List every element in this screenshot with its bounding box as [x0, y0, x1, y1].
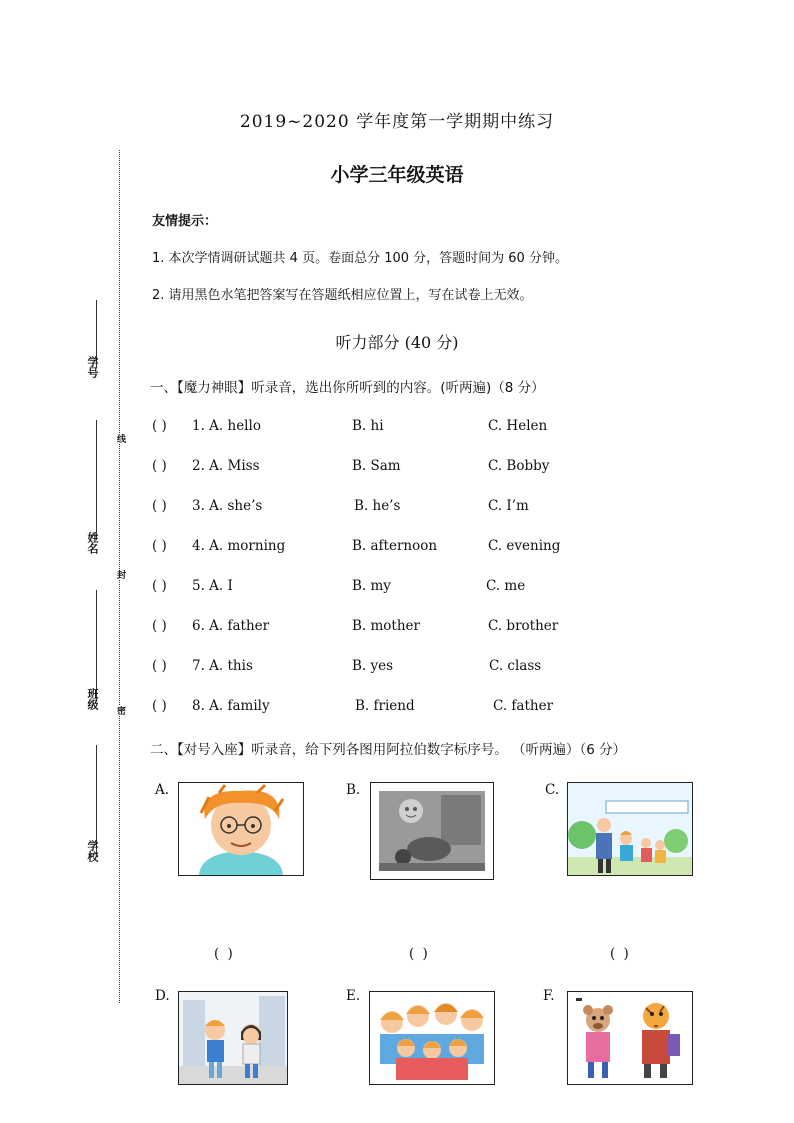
- answer-blank: ( ): [152, 698, 167, 714]
- class-line: [96, 590, 97, 702]
- student-id-label: 学号: [86, 356, 99, 378]
- option-a: 6. A. father: [192, 618, 270, 634]
- option-c: C. father: [493, 698, 554, 714]
- school-line: [96, 745, 97, 855]
- option-a: 1. A. hello: [192, 418, 261, 434]
- answer-blank: ( ): [152, 618, 167, 634]
- class-label: 班级: [86, 688, 99, 710]
- part1-heading: 一、【魔力神眼】听录音，选出你所听到的内容。(听两遍)（8 分）: [150, 380, 545, 396]
- picture-e: [369, 991, 495, 1085]
- family-group-illustration: [370, 992, 494, 1084]
- answer-blank: ( ): [152, 578, 167, 594]
- option-a: 5. A. I: [192, 578, 233, 594]
- two-kids-illustration: [179, 992, 287, 1084]
- option-a: 2. A. Miss: [192, 458, 260, 474]
- tip-item-2: 2. 请用黑色水笔把答案写在答题纸相应位置上，写在试卷上无效。: [152, 288, 533, 303]
- answer-blank: ( ): [152, 538, 167, 554]
- picture-c: [567, 782, 693, 876]
- listening-section-title: 听力部分 (40 分): [335, 333, 459, 352]
- option-b: B. Sam: [352, 458, 401, 474]
- answer-blank: ( ): [152, 498, 167, 514]
- boy-with-glasses-illustration: [179, 783, 303, 875]
- school-label: 学校: [86, 840, 99, 862]
- picture-f-label: F.: [543, 988, 555, 1004]
- exam-subtitle: 小学三年级英语: [330, 164, 464, 186]
- option-c: C. Helen: [488, 418, 548, 434]
- seal-mark-secret: 密: [115, 706, 125, 715]
- option-c: C. Bobby: [488, 458, 550, 474]
- option-b: B. he’s: [354, 498, 401, 514]
- picture-b: [370, 782, 494, 880]
- option-b: B. yes: [352, 658, 394, 674]
- name-line: [96, 420, 97, 540]
- picture-a-answer-blank: ( ): [214, 946, 235, 962]
- option-b: B. my: [352, 578, 391, 594]
- picture-e-label: E.: [346, 988, 361, 1004]
- option-c: C. class: [489, 658, 542, 674]
- picture-b-label: B.: [346, 782, 361, 798]
- name-label: 姓名: [86, 532, 99, 554]
- cartoon-animals-illustration: [568, 992, 692, 1084]
- seal-mark-seal: 封: [115, 570, 125, 579]
- answer-blank: ( ): [152, 658, 167, 674]
- picture-c-label: C.: [545, 782, 560, 798]
- option-b: B. afternoon: [352, 538, 438, 554]
- picture-d: [178, 991, 288, 1085]
- answer-blank: ( ): [152, 418, 167, 434]
- answer-blank: ( ): [152, 458, 167, 474]
- tip-item-1: 1. 本次学情调研试题共 4 页。卷面总分 100 分，答题时间为 60 分钟。: [152, 251, 568, 266]
- night-room-illustration: [371, 783, 493, 879]
- option-a: 8. A. family: [192, 698, 270, 714]
- seal-mark-line: 线: [115, 434, 125, 443]
- option-c: C. me: [486, 578, 526, 594]
- option-a: 7. A. this: [192, 658, 253, 674]
- option-b: B. hi: [352, 418, 384, 434]
- picture-f: [567, 991, 693, 1085]
- option-c: C. brother: [488, 618, 559, 634]
- option-c: C. I’m: [488, 498, 529, 514]
- option-b: B. friend: [355, 698, 415, 714]
- option-a: 3. A. she’s: [192, 498, 263, 514]
- picture-c-answer-blank: ( ): [610, 946, 631, 962]
- picture-b-answer-blank: ( ): [409, 946, 430, 962]
- picture-d-label: D.: [155, 988, 170, 1004]
- family-walking-illustration: [568, 783, 692, 875]
- option-a: 4. A. morning: [192, 538, 286, 554]
- part2-heading: 二、【对号入座】听录音，给下列各图用阿拉伯数字标序号。 （听两遍）（6 分）: [150, 742, 627, 758]
- option-b: B. mother: [352, 618, 420, 634]
- picture-a-label: A.: [155, 782, 170, 798]
- tips-heading: 友情提示：: [152, 214, 218, 229]
- option-c: C. evening: [488, 538, 561, 554]
- exam-title: 2019~2020 学年度第一学期期中练习: [239, 112, 555, 132]
- picture-a: [178, 782, 304, 876]
